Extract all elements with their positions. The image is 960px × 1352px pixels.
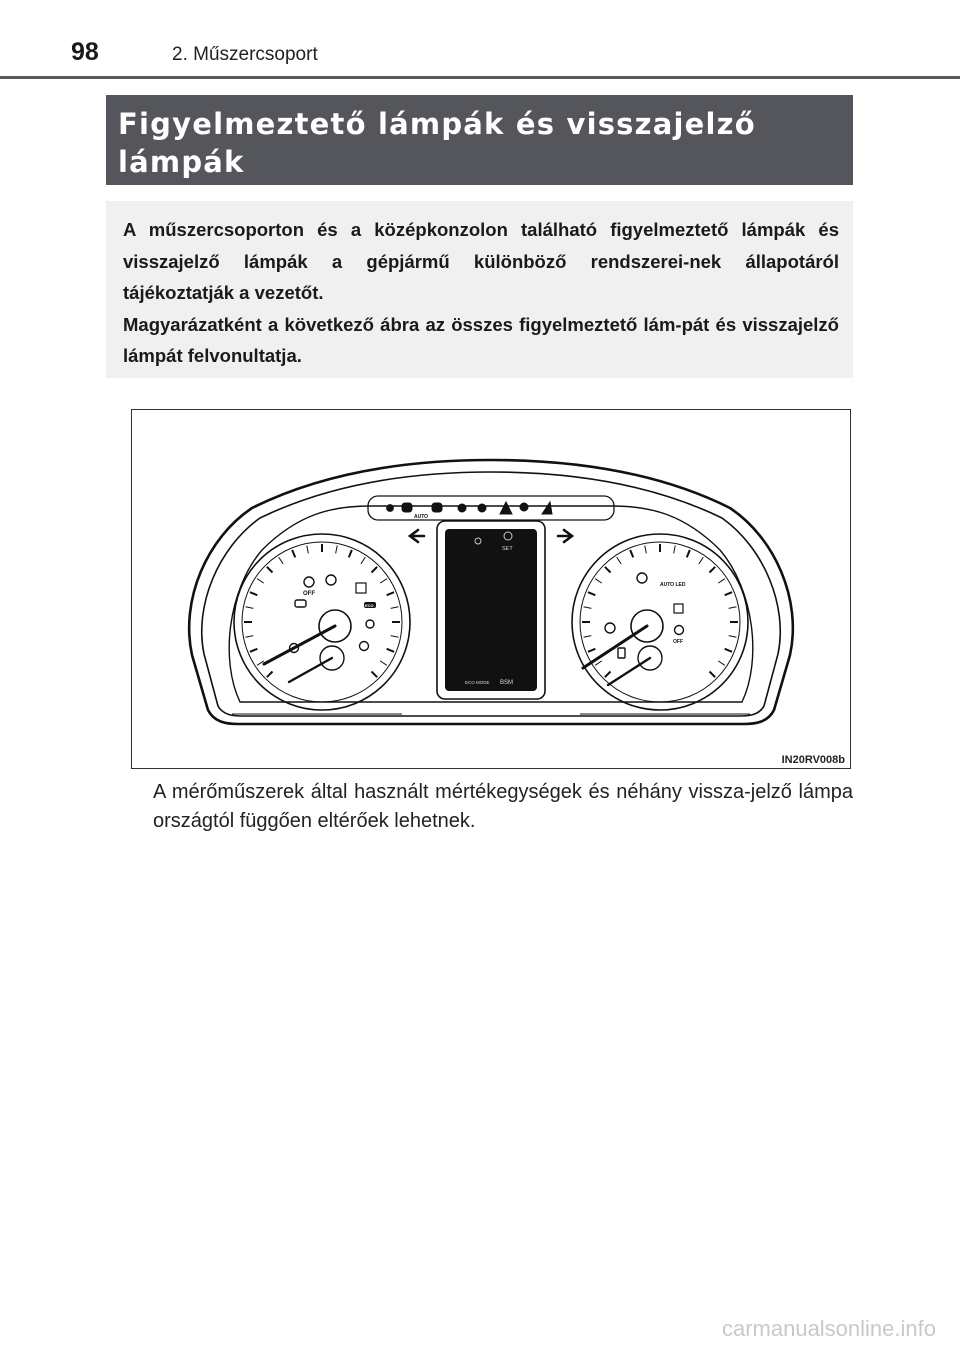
- gauge-tick: [292, 550, 295, 557]
- gauge-tick: [674, 545, 676, 553]
- gauge-tick: [267, 567, 273, 573]
- eco-mode-label: ECO MODE: [465, 680, 490, 685]
- gauge-tick: [361, 557, 365, 564]
- abs-indicator-icon: [605, 623, 615, 633]
- gauge-tick: [709, 567, 715, 573]
- position-light-icon: [387, 505, 394, 512]
- brake-warning-icon: [360, 642, 369, 651]
- tachometer-outer-ring: [572, 534, 748, 710]
- watermark: carmanualsonline.info: [721, 1316, 936, 1341]
- speedometer-needle: [264, 626, 335, 664]
- gauge-tick: [725, 592, 732, 595]
- high-beam-icon: [432, 503, 442, 512]
- gauge-tick: [307, 545, 309, 553]
- stop-start-icon: [326, 575, 336, 585]
- gauge-tick: [583, 636, 591, 638]
- center-display-screen: [445, 529, 537, 691]
- gauge-tick: [371, 671, 377, 677]
- intro-paragraph-1: A műszercsoporton és a középkonzolon található figyelmeztető lámpák és visszajelző lámpák a gépjármű különböző rendszerei-nek állapotáról tájékoztatják a vezetőt.: [123, 219, 839, 303]
- vsc-indicator-icon: [674, 604, 683, 613]
- intro-paragraph-2: Magyarázatként a következő ábra az összes figyelmeztető lám-pát és visszajelző lámpát felvonultatja.: [123, 313, 839, 366]
- instrument-cluster-illustration: [132, 410, 850, 768]
- gauge-tick: [595, 579, 602, 583]
- gauge-tick: [245, 607, 253, 609]
- gauge-tick: [645, 545, 647, 553]
- instrument-cluster-figure: [131, 409, 851, 769]
- glow-indicator-icon: [366, 620, 374, 628]
- slip-indicator-icon: [356, 583, 366, 593]
- tachometer-inner-ring: [580, 542, 740, 702]
- gauge-tick: [630, 550, 633, 557]
- gauge-tick: [380, 661, 387, 665]
- tachometer-needle: [583, 626, 647, 668]
- rear-fog-light-icon: [478, 504, 486, 512]
- gauge-tick: [718, 661, 725, 665]
- seatbelt-icon: [542, 502, 552, 514]
- page-number: 98: [71, 38, 99, 66]
- gauge-tick: [687, 550, 690, 557]
- gauge-tick: [336, 545, 338, 553]
- gauge-tick: [588, 649, 595, 652]
- gauge-tick: [349, 550, 352, 557]
- gauge-tick: [729, 607, 737, 609]
- gauge-tick: [595, 661, 602, 665]
- section-banner: [106, 95, 853, 185]
- gauge-tick: [699, 557, 703, 564]
- gauge-tick: [725, 649, 732, 652]
- master-warning-icon: [500, 502, 512, 514]
- vsc-off-icon: [675, 626, 684, 635]
- gauge-tick: [387, 649, 394, 652]
- gauge-tick: [583, 607, 591, 609]
- low-fuel-icon: [618, 648, 625, 658]
- front-fog-light-icon: [458, 504, 466, 512]
- chapter-title: 2. Műszercsoport: [172, 44, 318, 65]
- stop-start-off-icon: [304, 577, 314, 587]
- intro-box: [106, 201, 853, 378]
- gauge-tick: [267, 671, 273, 677]
- gauge-tick: [391, 607, 399, 609]
- gauge-tick: [391, 636, 399, 638]
- auto-led-label: AUTO LED: [660, 582, 686, 588]
- gauge-tick: [605, 567, 611, 573]
- speedometer-outer-ring: [234, 534, 410, 710]
- gauge-tick: [718, 579, 725, 583]
- header-divider: [0, 76, 960, 79]
- section-title: Figyelmeztető lámpák és visszajelző lámpák: [118, 107, 756, 179]
- left-turn-signal-icon: [410, 530, 424, 542]
- gauge-tick: [729, 636, 737, 638]
- gauge-tick: [250, 592, 257, 595]
- stop-start-off-label: OFF: [303, 591, 315, 597]
- bsm-label: BSM: [500, 680, 514, 686]
- headlight-icon: [402, 503, 412, 512]
- cruise-set-label: SET: [502, 546, 513, 552]
- auto-light-label: AUTO: [414, 514, 429, 520]
- gauge-tick: [279, 557, 283, 564]
- gauge-tick: [709, 671, 715, 677]
- fuel-gauge-needle: [289, 658, 332, 682]
- gauge-tick: [380, 579, 387, 583]
- gauge-tick: [605, 671, 611, 677]
- gauge-tick: [257, 579, 264, 583]
- right-turn-signal-icon: [558, 530, 572, 542]
- gauge-tick: [245, 636, 253, 638]
- gauge-tick: [387, 592, 394, 595]
- srs-airbag-icon: [520, 503, 528, 511]
- gauge-tick: [617, 557, 621, 564]
- note: [153, 778, 853, 836]
- temp-gauge-needle: [608, 658, 650, 685]
- vsc-off-label: OFF: [673, 639, 683, 645]
- note-text: A mérőműszerek által használt mértékegységek és néhány vissza-jelző lámpa országtól függően eltérőek lehetnek.: [153, 781, 853, 832]
- gauge-tick: [588, 592, 595, 595]
- gauge-tick: [250, 649, 257, 652]
- speedometer-inner-ring: [242, 542, 402, 702]
- check-engine-icon: [295, 600, 306, 607]
- eco-indicator-label: ECO: [365, 603, 374, 608]
- figure-id: IN20RV008b: [781, 754, 845, 766]
- gauge-tick: [371, 567, 377, 573]
- parking-brake-icon: [637, 573, 647, 583]
